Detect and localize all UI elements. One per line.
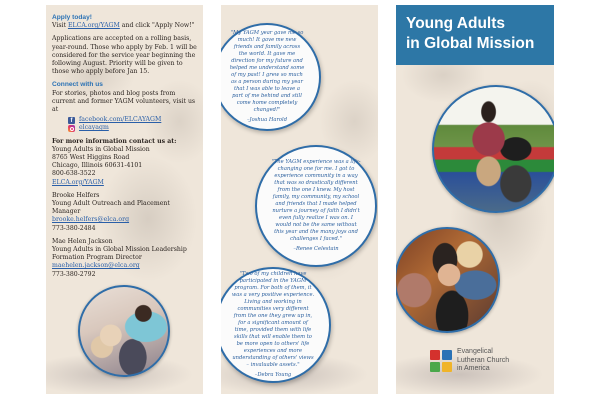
apply-body: Applications are accepted on a rolling basis, year-round. Those who apply by Feb. 1 will be considered for the service year beginning the following August. Priority will be given to those who apply before Jan 15. bbox=[52, 35, 197, 76]
cover-title bbox=[406, 14, 534, 54]
smiling-young-woman-photo bbox=[396, 227, 500, 333]
apply-heading: Apply today! bbox=[52, 14, 92, 21]
testimonial-debra bbox=[221, 267, 331, 383]
elca-logo-text bbox=[457, 348, 509, 374]
testimonial-joshua bbox=[221, 23, 321, 131]
org-link[interactable]: ELCA.org/YAGM bbox=[52, 178, 104, 186]
logo-line3: in America bbox=[457, 365, 490, 372]
contact1-email[interactable]: brooke.helfers@elca.org bbox=[52, 216, 130, 224]
contact2-name: Mae Helen Jackson bbox=[52, 237, 113, 245]
facebook-row[interactable] bbox=[68, 116, 199, 124]
elca-cross-logo-icon bbox=[430, 350, 452, 372]
contact1-name: Brooke Helfers bbox=[52, 191, 100, 199]
elca-logo[interactable] bbox=[430, 348, 509, 374]
quote-text: "Two of my children have participated in the YAGM program. For both of them, it was a very positive experience. Living and working in communities very different from the one they grew up in, for a significant amount of time, provided them with life skills that will enable them to be more open to others' life experiences and more understanding of others' views – invaluable assets." bbox=[231, 271, 315, 368]
cover-title-line2: in Global Mission bbox=[406, 35, 535, 52]
contact2-email[interactable]: maehelen.jackson@elca.org bbox=[52, 262, 140, 270]
logo-line1: Evangelical bbox=[457, 348, 493, 355]
connect-body: For stories, photos and blog posts from current and former YAGM volunteers, visit us at bbox=[52, 89, 196, 114]
contact1-phone: 773-380-2484 bbox=[52, 224, 96, 232]
inside-panel bbox=[221, 5, 378, 394]
cover-panel bbox=[396, 5, 554, 394]
volunteer-and-host-mother-photo bbox=[432, 85, 554, 213]
apply-visit-suffix: and click "Apply Now!" bbox=[119, 22, 195, 30]
cover-title-line1: Young Adults bbox=[406, 15, 506, 32]
quote-text: "My YAGM year gave me so much! It gave me new friends and family across the world. It gave me direction for my future and helped me understand some of my past! I grew so much as a person during my year that I was able to leave a part of me behind and still come home completely changed!" bbox=[229, 30, 305, 113]
title-band bbox=[396, 5, 554, 65]
org-phone: 800-638-3522 bbox=[52, 170, 96, 178]
apply-section bbox=[52, 14, 199, 279]
contact-heading: For more information contact us at: bbox=[52, 137, 177, 145]
quote-author: –Joshua Harold bbox=[246, 117, 288, 123]
quote-author: –Debra Young bbox=[254, 372, 292, 378]
contact1-title: Young Adult Outreach and Placement Manager bbox=[52, 200, 170, 216]
testimonial-renee bbox=[255, 145, 377, 267]
woman-with-children-photo bbox=[78, 285, 170, 377]
instagram-icon bbox=[68, 125, 75, 132]
quote-author: –Renee Celestain bbox=[293, 246, 339, 252]
facebook-link[interactable]: facebook.com/ELCAYAGM bbox=[79, 116, 162, 124]
back-panel bbox=[46, 5, 203, 394]
connect-heading: Connect with us bbox=[52, 81, 103, 89]
instagram-row[interactable] bbox=[68, 124, 199, 132]
org-name: Young Adults in Global Mission bbox=[52, 145, 150, 153]
logo-line2: Lutheran Church bbox=[457, 356, 510, 364]
contact2-phone: 773-380-2792 bbox=[52, 270, 96, 278]
address-line1: 8765 West Higgins Road bbox=[52, 154, 130, 162]
instagram-link[interactable]: elcayagm bbox=[79, 124, 109, 132]
facebook-icon: f bbox=[68, 117, 75, 124]
quote-text: "The YAGM experience was a life-changing one for me. I got to experience community in a way that was so drastically different from the one I knew. My host family, my community, my school and friends that I made helped nurture a journey of faith I didn't even fully realize I was on. I would not be the same without this year and the many joys and challenges I faced." bbox=[271, 159, 361, 242]
contact2-title1: Young Adults in Global Mission Leadership bbox=[52, 246, 187, 254]
apply-link[interactable]: ELCA.org/YAGM bbox=[67, 22, 120, 30]
address-line2: Chicago, Illinois 60631-4101 bbox=[52, 162, 143, 170]
contact2-title2: Formation Program Director bbox=[52, 254, 142, 262]
apply-visit-text: Visit bbox=[52, 22, 68, 30]
